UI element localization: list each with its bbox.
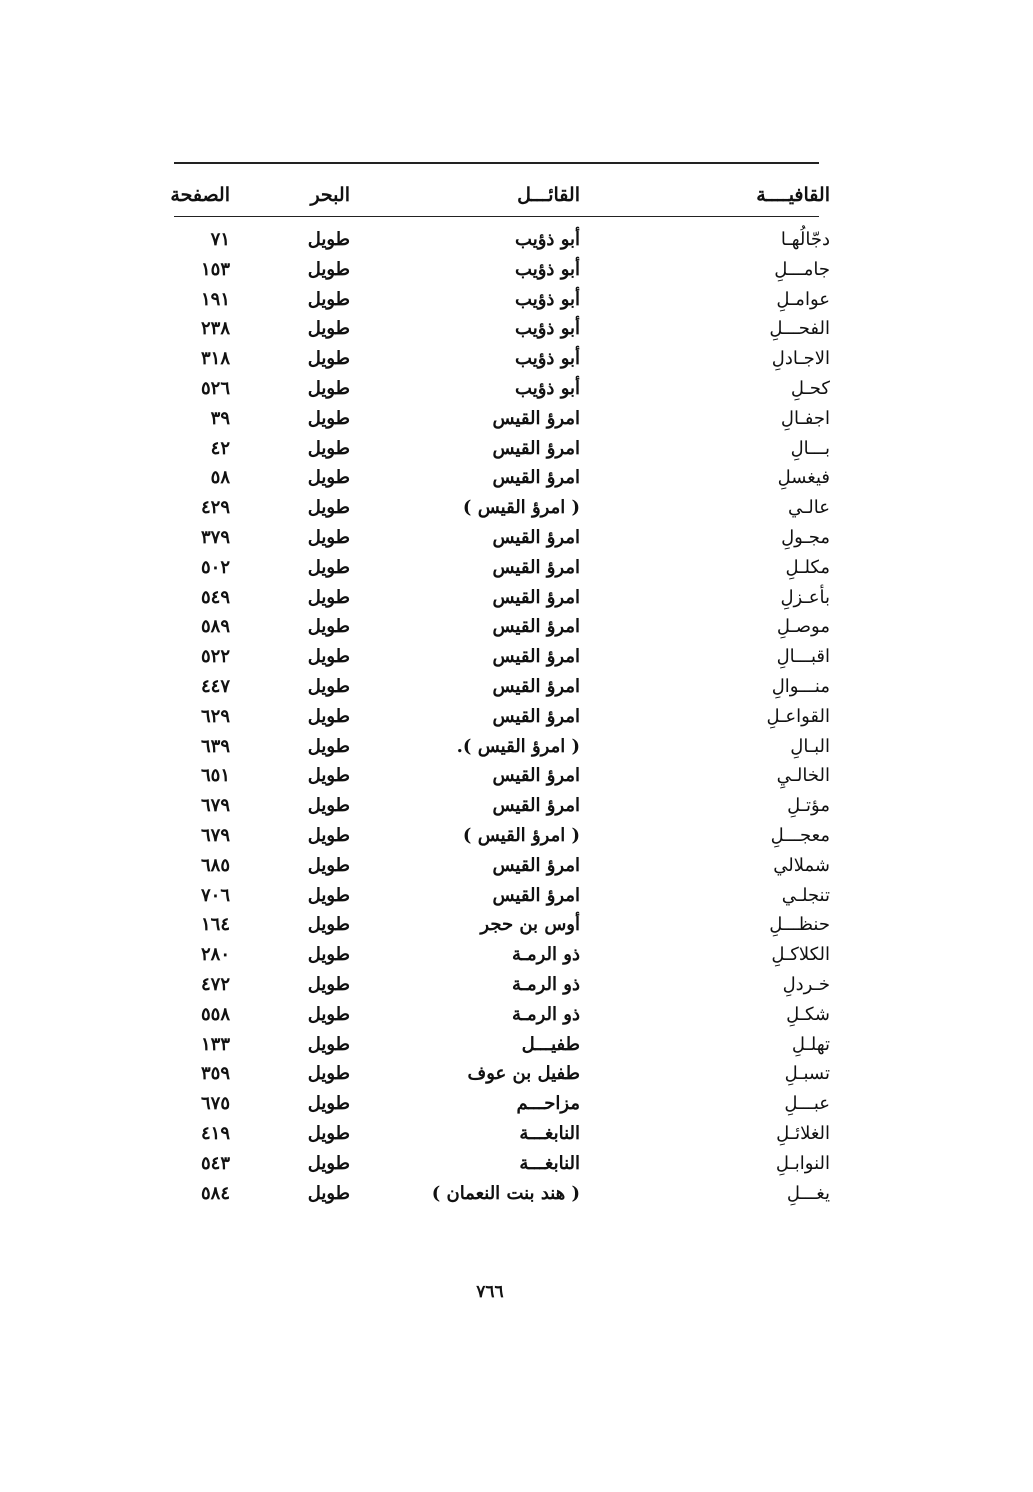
cell-page: ٦٢٩ (200, 705, 230, 727)
table-row (170, 1089, 830, 1119)
cell-qail: أبو ذؤيب (515, 348, 580, 370)
cell-page: ٧٠٦ (200, 884, 230, 906)
cell-qafiya: تنجلـي (781, 884, 830, 906)
cell-page: ٦٨٥ (200, 854, 230, 876)
cell-page: ١٦٤ (200, 914, 230, 936)
cell-qafiya: الفحـــلِ (769, 318, 830, 340)
cell-qafiya: بأعـزلِ (780, 586, 830, 608)
table-row (170, 344, 830, 374)
cell-qafiya: اقبـــالِ (776, 646, 830, 668)
cell-bahr: طويل (307, 586, 350, 608)
cell-qafiya: كحـلِ (790, 377, 830, 399)
table-row (170, 761, 830, 791)
table-row (170, 851, 830, 881)
header-qafiya: القافيــــة (756, 184, 830, 206)
cell-page: ١٣٣ (200, 1033, 230, 1055)
cell-qail: أوس بن حجر (480, 914, 580, 936)
cell-page: ٤٢ (210, 437, 230, 459)
cell-page: ٥٤٣ (200, 1152, 230, 1174)
cell-qafiya: عبـــلِ (784, 1093, 830, 1115)
cell-page: ٦٣٩ (200, 735, 230, 757)
cell-qail: امرؤ القيس (492, 407, 580, 429)
cell-qafiya: عالـي (788, 497, 830, 519)
cell-qafiya: منـــوالِ (771, 675, 830, 697)
cell-bahr: طويل (307, 497, 350, 519)
table-row (170, 285, 830, 315)
table-row (170, 493, 830, 523)
header-qail: القائـــل (517, 184, 580, 206)
cell-page: ٦٧٥ (200, 1093, 230, 1115)
cell-qail: امرؤ القيس (492, 765, 580, 787)
table-row (170, 1179, 830, 1209)
cell-bahr: طويل (307, 556, 350, 578)
table-body (170, 225, 830, 1208)
table-row (170, 642, 830, 672)
table-row (170, 612, 830, 642)
cell-qafiya: عوامـلِ (776, 288, 830, 310)
cell-bahr: طويل (307, 318, 350, 340)
cell-bahr: طويل (307, 288, 350, 310)
cell-page: ٥٨ (210, 467, 230, 489)
table-row (170, 523, 830, 553)
cell-bahr: طويل (307, 1093, 350, 1115)
page-number: ٧٦٦ (476, 1282, 504, 1302)
table-row (170, 374, 830, 404)
cell-qafiya: فيغسلِ (777, 467, 830, 489)
cell-page: ٣١٨ (200, 348, 230, 370)
cell-bahr: طويل (307, 1063, 350, 1085)
cell-page: ٥٢٦ (200, 377, 230, 399)
cell-page: ٧١ (210, 229, 230, 250)
cell-qafiya: مؤتـلِ (787, 795, 830, 817)
cell-qail: امرؤ القيس (492, 616, 580, 638)
cell-qail: ( امرؤ القيس ) (462, 497, 580, 519)
cell-bahr: طويل (307, 258, 350, 280)
cell-bahr: طويل (307, 348, 350, 370)
table-header (170, 178, 830, 212)
cell-page: ٤٧٢ (200, 973, 230, 995)
cell-bahr: طويل (307, 884, 350, 906)
cell-qail: امرؤ القيس (492, 884, 580, 906)
cell-qail: أبو ذؤيب (515, 288, 580, 310)
table-row (170, 702, 830, 732)
cell-bahr: طويل (307, 467, 350, 489)
cell-qafiya: الاجـادلِ (771, 348, 830, 370)
cell-page: ٣٧٩ (200, 526, 230, 548)
cell-bahr: طويل (307, 1033, 350, 1055)
table-row (170, 1059, 830, 1089)
cell-qafiya: جامـــلِ (774, 258, 830, 280)
table-row (170, 672, 830, 702)
cell-qafiya: الخالـيِ (776, 765, 830, 787)
cell-page: ٤٤٧ (200, 675, 230, 697)
table-row (170, 434, 830, 464)
cell-page: ٥٢٢ (200, 646, 230, 668)
cell-page: ٤٢٩ (200, 497, 230, 519)
cell-page: ٥٠٢ (200, 556, 230, 578)
table-row (170, 970, 830, 1000)
top-rule (174, 162, 819, 164)
cell-qafiya: شملالي (773, 854, 830, 876)
cell-qafiya: موصـلِ (776, 616, 830, 638)
table-row (170, 910, 830, 940)
cell-bahr: طويل (307, 377, 350, 399)
table-row (170, 314, 830, 344)
cell-page: ٣٥٩ (200, 1063, 230, 1085)
cell-qail: مزاحـــم (516, 1093, 580, 1115)
table-row (170, 1000, 830, 1030)
table-row (170, 225, 830, 255)
table-row (170, 463, 830, 493)
cell-qafiya: القواعـلِ (766, 705, 830, 727)
cell-bahr: طويل (307, 526, 350, 548)
cell-bahr: طويل (307, 437, 350, 459)
cell-bahr: طويل (307, 1003, 350, 1025)
cell-bahr: طويل (307, 705, 350, 727)
cell-qafiya: بـــالِ (790, 437, 830, 459)
cell-qafiya: مجـولِ (781, 526, 830, 548)
cell-qail: النابغـــة (519, 1152, 580, 1174)
cell-qail: النابغـــة (519, 1122, 580, 1144)
cell-bahr: طويل (307, 795, 350, 817)
table-row (170, 1119, 830, 1149)
cell-bahr: طويل (307, 646, 350, 668)
cell-bahr: طويل (307, 944, 350, 966)
cell-page: ٣٩ (210, 407, 230, 429)
cell-qail: طفيـــل (521, 1033, 580, 1055)
cell-qail: امرؤ القيس (492, 467, 580, 489)
cell-page: ٦٧٩ (200, 824, 230, 846)
header-rule (174, 216, 819, 217)
cell-qail: أبو ذؤيب (515, 258, 580, 280)
table-row (170, 404, 830, 434)
cell-qafiya: البـالِ (790, 735, 830, 757)
cell-qafiya: تسبـلِ (784, 1063, 830, 1085)
table-row (170, 732, 830, 762)
cell-qail: ذو الرمـة (512, 1003, 580, 1025)
cell-qafiya: خـردلِ (782, 973, 830, 995)
cell-bahr: طويل (307, 735, 350, 757)
cell-qail: امرؤ القيس (492, 854, 580, 876)
cell-qail: ذو الرمـة (512, 944, 580, 966)
table-row (170, 1149, 830, 1179)
cell-qail: ( هند بنت النعمان ) (431, 1182, 580, 1204)
cell-qail: امرؤ القيس (492, 556, 580, 578)
cell-qail: امرؤ القيس (492, 705, 580, 727)
cell-qafiya: دجّالُهـا (780, 229, 830, 250)
cell-qafiya: تهلـلِ (791, 1033, 830, 1055)
cell-qail: امرؤ القيس (492, 586, 580, 608)
table-row (170, 791, 830, 821)
cell-qail: ذو الرمـة (512, 973, 580, 995)
cell-qafiya: معجـــلِ (770, 824, 830, 846)
cell-bahr: طويل (307, 854, 350, 876)
table-row (170, 583, 830, 613)
cell-page: ٢٣٨ (200, 318, 230, 340)
cell-page: ٥٥٨ (200, 1003, 230, 1025)
cell-page: ٢٨٠ (200, 944, 230, 966)
table-row (170, 821, 830, 851)
cell-page: ٥٨٤ (200, 1182, 230, 1204)
header-bahr: البحر (310, 184, 350, 206)
cell-page: ٤١٩ (200, 1122, 230, 1144)
cell-qail: أبو ذؤيب (515, 318, 580, 340)
cell-qail: امرؤ القيس (492, 795, 580, 817)
cell-bahr: طويل (307, 824, 350, 846)
cell-qail: ( امرؤ القيس ) (462, 824, 580, 846)
cell-page: ٥٨٩ (200, 616, 230, 638)
cell-qail: أبو ذؤيب (515, 229, 580, 250)
cell-page: ١٥٣ (200, 258, 230, 280)
cell-bahr: طويل (307, 765, 350, 787)
cell-qail: امرؤ القيس (492, 646, 580, 668)
cell-qafiya: اجفـالِ (780, 407, 830, 429)
cell-bahr: طويل (307, 229, 350, 250)
cell-bahr: طويل (307, 914, 350, 936)
cell-qail: ( امرؤ القيس ). (456, 735, 580, 757)
cell-bahr: طويل (307, 973, 350, 995)
cell-qafiya: الكلاكـلِ (771, 944, 830, 966)
cell-qail: أبو ذؤيب (515, 377, 580, 399)
cell-bahr: طويل (307, 675, 350, 697)
cell-qafiya: النوابـلِ (775, 1152, 830, 1174)
table-row (170, 1030, 830, 1060)
table-row (170, 881, 830, 911)
cell-qafiya: شكـلِ (786, 1003, 830, 1025)
cell-page: ١٩١ (200, 288, 230, 310)
cell-qail: امرؤ القيس (492, 437, 580, 459)
cell-qafiya: مكلـلِ (785, 556, 830, 578)
header-page: الصفحة (170, 184, 230, 206)
cell-qafiya: يغـــلِ (786, 1182, 830, 1204)
cell-qafiya: حنظـــلِ (769, 914, 830, 936)
cell-qafiya: الغلائـلِ (776, 1122, 830, 1144)
cell-bahr: طويل (307, 1182, 350, 1204)
cell-qail: طفيل بن عوف (467, 1063, 580, 1085)
cell-bahr: طويل (307, 1152, 350, 1174)
table-row (170, 553, 830, 583)
cell-page: ٦٥١ (200, 765, 230, 787)
cell-bahr: طويل (307, 407, 350, 429)
cell-page: ٥٤٩ (200, 586, 230, 608)
cell-bahr: طويل (307, 616, 350, 638)
cell-page: ٦٧٩ (200, 795, 230, 817)
table-row (170, 255, 830, 285)
cell-qail: امرؤ القيس (492, 675, 580, 697)
cell-bahr: طويل (307, 1122, 350, 1144)
table-row (170, 940, 830, 970)
cell-qail: امرؤ القيس (492, 526, 580, 548)
